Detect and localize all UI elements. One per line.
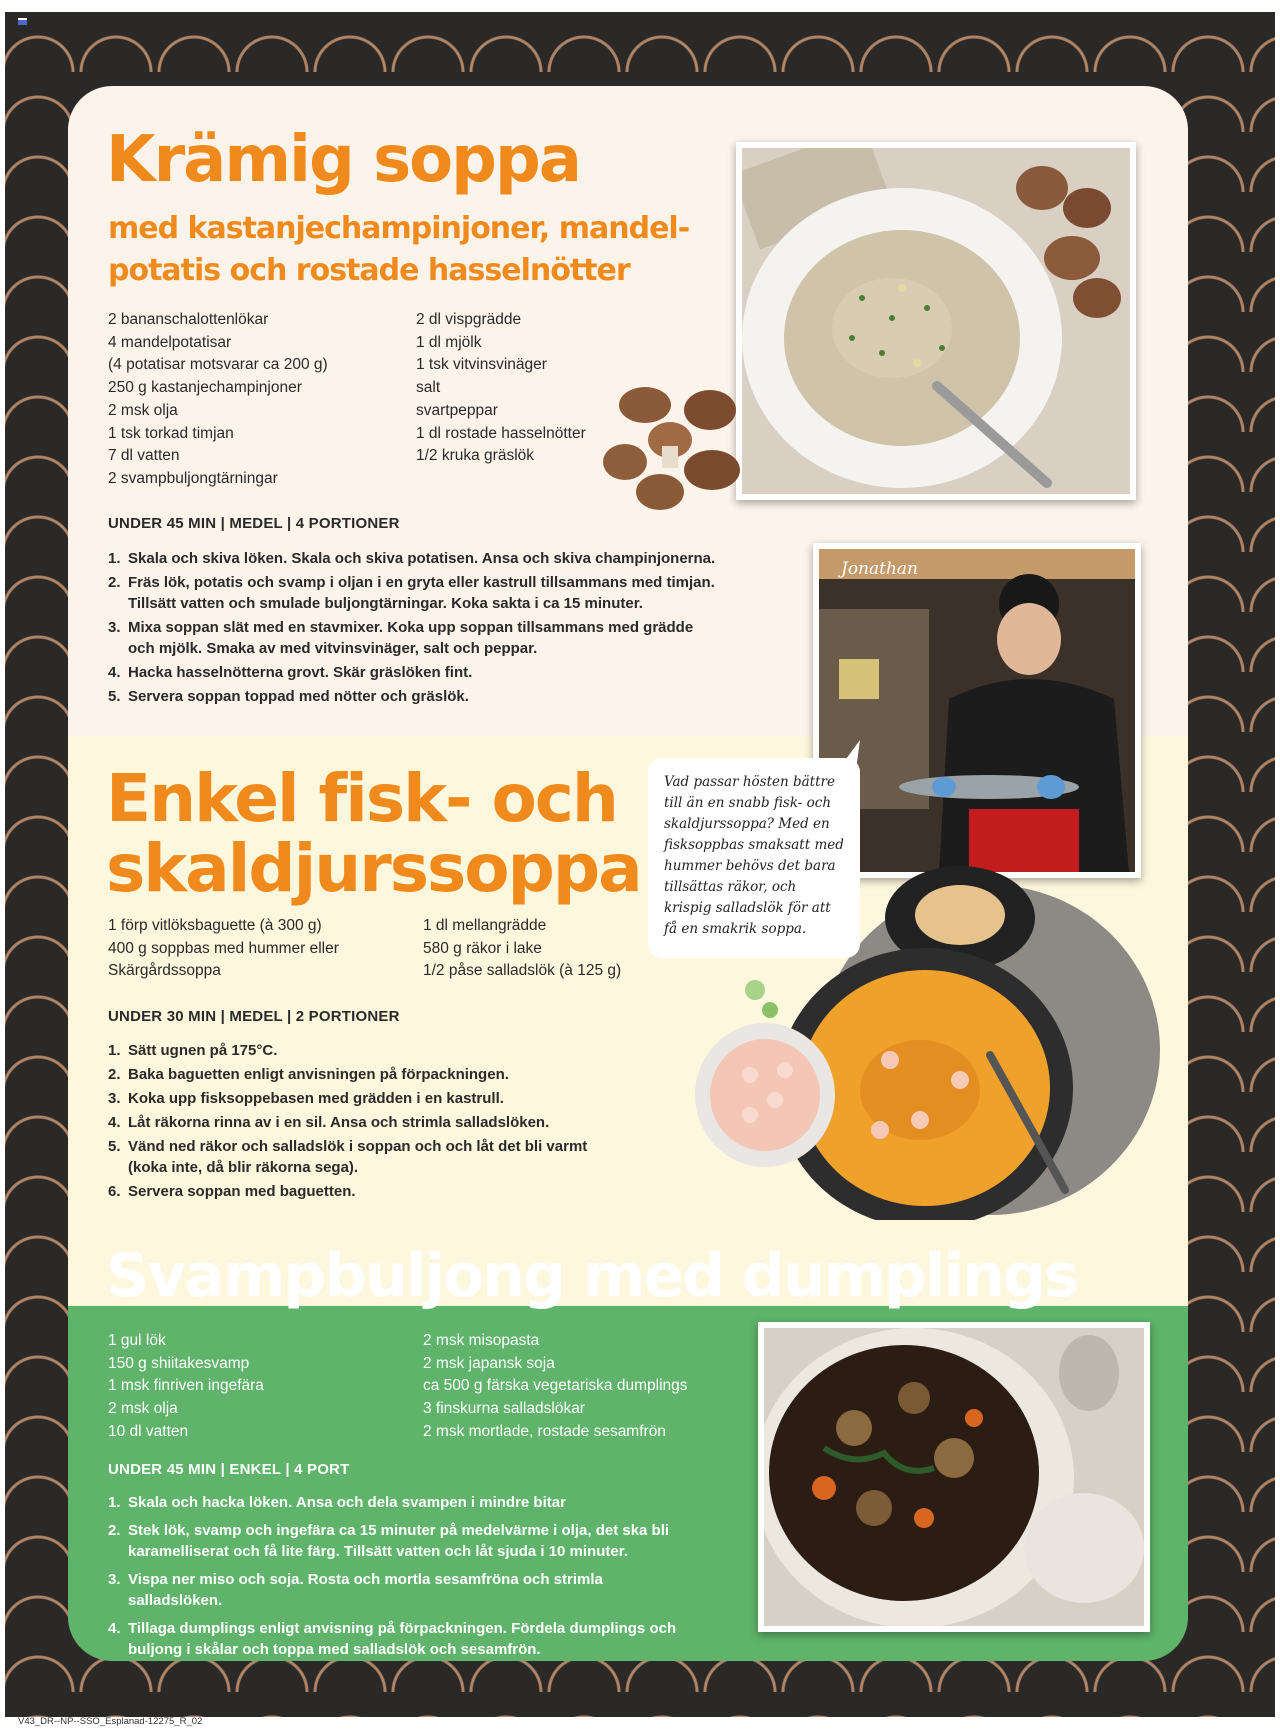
step-text: Servera soppan toppad med nötter och gräslök. (128, 688, 469, 705)
chef-illustration (819, 549, 1135, 872)
recipe1-subtitle-line2: potatis och rostade hasselnötter (108, 253, 630, 288)
step-text: Fräs lök, potatis och svamp i oljan i en gryta eller kastrull tillsammans med timjan. Tillsätt vatten och smulade buljongtärningar. Koka sakta i ca 15 minuter. (128, 574, 715, 612)
creamy-soup-illustration (742, 148, 1130, 494)
chef-name: Jonathan (841, 559, 918, 579)
step (108, 1492, 688, 1513)
mushrooms-illustration (600, 380, 750, 520)
step (108, 1088, 598, 1109)
step (108, 617, 718, 659)
ingredient: 2 bananschalottenlökar (108, 311, 269, 328)
recipe3-ingredients-right (423, 1330, 688, 1444)
step-text: Koka upp fisksoppebasen med grädden i en kastrull. (128, 1090, 504, 1107)
step-text: Vänd ned räkor och salladslök i soppan och och låt det bli varmt (koka inte, då blir räkorna sega). (128, 1138, 588, 1176)
step (108, 1520, 688, 1562)
step-text: Sätt ugnen på 175°C. (128, 1042, 278, 1059)
ingredient: 1 tsk torkad timjan (108, 424, 234, 442)
ingredient: (4 potatisar motsvarar ca 200 g) (108, 356, 328, 374)
step-text: Hacka hasselnötterna grovt. Skär gräslöken fint. (128, 664, 473, 681)
step-text: Skala och hacka löken. Ansa och dela svampen i mindre bitar (128, 1494, 566, 1511)
recipe1-steps (108, 548, 718, 710)
ingredient: 1 förp vitlöksbaguette (à 300 g) (108, 917, 322, 934)
creamy-soup-photo (736, 142, 1136, 500)
recipe3-steps (108, 1492, 688, 1667)
recipe2-ingredients-left (108, 915, 339, 983)
step (108, 1569, 688, 1611)
recipe1-title: Krämig soppa (106, 123, 580, 197)
recipe1-ingredients-right (416, 309, 586, 468)
ingredient: 4 mandelpotatisar (108, 333, 232, 351)
flag-icon (18, 18, 27, 25)
step-text: Baka baguetten enligt anvisningen på förpackningen. (128, 1066, 509, 1083)
step-number: 1. (108, 550, 121, 567)
mushroom-broth-illustration (764, 1328, 1144, 1626)
ingredient: 1 msk finriven ingefära (108, 1377, 264, 1395)
recipe2-title-line1: Enkel fisk- och (106, 760, 617, 837)
recipe3-ingredients-left (108, 1330, 264, 1444)
ingredient: 2 msk misopasta (423, 1332, 540, 1349)
ingredient: 2 svampbuljongtärningar (108, 469, 278, 487)
chef-quote: Vad passar hösten bättre till än en snabb fisk- och skaldjurssoppa? Med en fisksoppbas smaksatt med hummer behövs det bara tillsättas räkor, och krispig salladslök för att få en smakrik soppa. (664, 774, 844, 937)
ingredient: 250 g kastanjechampinjoner (108, 379, 302, 397)
recipe2-meta: UNDER 30 MIN | MEDEL | 2 PORTIONER (108, 1008, 400, 1025)
ingredient: 1 dl rostade hasselnötter (416, 424, 586, 442)
step (108, 662, 718, 683)
ingredient: 580 g räkor i lake (423, 939, 542, 957)
recipe3-meta: UNDER 45 MIN | ENKEL | 4 PORT (108, 1461, 350, 1478)
step-number: 4. (108, 664, 121, 681)
step-text: Låt räkorna rinna av i en sil. Ansa och strimla salladslöken. (128, 1114, 550, 1131)
ingredient: 1 tsk vitvinsvinäger (416, 356, 547, 374)
step-number: 2. (108, 574, 121, 591)
recipe2-ingredients-right (423, 915, 621, 983)
step (108, 1112, 598, 1133)
ingredient: 2 msk olja (108, 1400, 178, 1418)
step (108, 1136, 598, 1178)
step-number: 3. (108, 1090, 121, 1107)
recipe2-title (106, 760, 641, 907)
step-number: 2. (108, 1066, 121, 1083)
ingredient: 400 g soppbas med hummer eller (108, 939, 339, 957)
step-text: Tillaga dumplings enligt anvisning på förpackningen. Fördela dumplings och buljong i skålar och toppa med salladslök och sesamfrön. (128, 1620, 677, 1658)
bubble-tail-icon (838, 740, 864, 770)
ingredient: Skärgårdssoppa (108, 962, 221, 980)
step-number: 2. (108, 1522, 121, 1539)
step-number: 3. (108, 1571, 121, 1588)
step-number: 5. (108, 688, 121, 705)
recipe1-meta: UNDER 45 MIN | MEDEL | 4 PORTIONER (108, 515, 400, 532)
step (108, 1618, 688, 1660)
step-number: 6. (108, 1183, 121, 1200)
recipe3-title: Svampbuljong med dumplings (106, 1241, 1078, 1311)
ingredient: 2 msk japansk soja (423, 1354, 555, 1372)
step-text: Servera soppan med baguetten. (128, 1183, 356, 1200)
step-text: Mixa soppan slät med en stavmixer. Koka upp soppan tillsammans med grädde och mjölk. Smaka av med vitvinsvinäger, salt och peppar. (128, 619, 694, 657)
step (108, 1181, 598, 1202)
step (108, 572, 718, 614)
step-number: 3. (108, 619, 121, 636)
ingredient: 3 finskurna salladslökar (423, 1400, 585, 1418)
step-number: 1. (108, 1042, 121, 1059)
ingredient: 2 dl vispgrädde (416, 311, 522, 328)
step (108, 548, 718, 569)
ingredient: 1 gul lök (108, 1332, 166, 1349)
ingredient: ca 500 g färska vegetariska dumplings (423, 1377, 688, 1395)
chef-quote-bubble (648, 758, 860, 958)
ingredient: svartpeppar (416, 401, 498, 419)
step-number: 1. (108, 1494, 121, 1511)
step-text: Stek lök, svamp och ingefära ca 15 minuter på medelvärme i olja, det ska bli karamelliserat och få lite färg. Tillsätt vatten och låt sjuda i 10 minuter. (128, 1522, 670, 1560)
ingredient: 1/2 kruka gräslök (416, 447, 535, 465)
ingredient: 1 dl mellangrädde (423, 917, 547, 934)
recipe1-ingredients-left (108, 309, 328, 491)
ingredient: 2 msk mortlade, rostade sesamfrön (423, 1422, 666, 1440)
step-number: 5. (108, 1138, 121, 1155)
mushroom-broth-photo (758, 1322, 1150, 1632)
ingredient: 10 dl vatten (108, 1422, 189, 1440)
step-number: 4. (108, 1114, 121, 1131)
step (108, 1064, 598, 1085)
recipe1-subtitle (108, 208, 689, 292)
ingredient: 2 msk olja (108, 401, 178, 419)
recipe1-subtitle-line1: med kastanjechampinjoner, mandel- (108, 211, 690, 246)
ingredient: 150 g shiitakesvamp (108, 1354, 250, 1372)
footer-code: V43_DR--NP--SSO_Esplanad-12275_R_02 (18, 1716, 203, 1727)
step-text: Vispa ner miso och soja. Rosta och mortla sesamfröna och strimla salladslöken. (128, 1571, 603, 1609)
ingredient: 1/2 påse salladslök (à 125 g) (423, 962, 622, 980)
ingredient: salt (416, 379, 441, 397)
step-text: Skala och skiva löken. Skala och skiva potatisen. Ansa och skiva champinjonerna. (128, 550, 716, 567)
recipe2-title-line2: skaldjurssoppa (106, 830, 641, 907)
step (108, 1040, 598, 1061)
step-number: 4. (108, 1620, 121, 1637)
ingredient: 7 dl vatten (108, 447, 180, 465)
step (108, 686, 718, 707)
ingredient: 1 dl mjölk (416, 333, 482, 351)
recipe2-steps (108, 1040, 598, 1205)
chef-photo (813, 543, 1141, 878)
